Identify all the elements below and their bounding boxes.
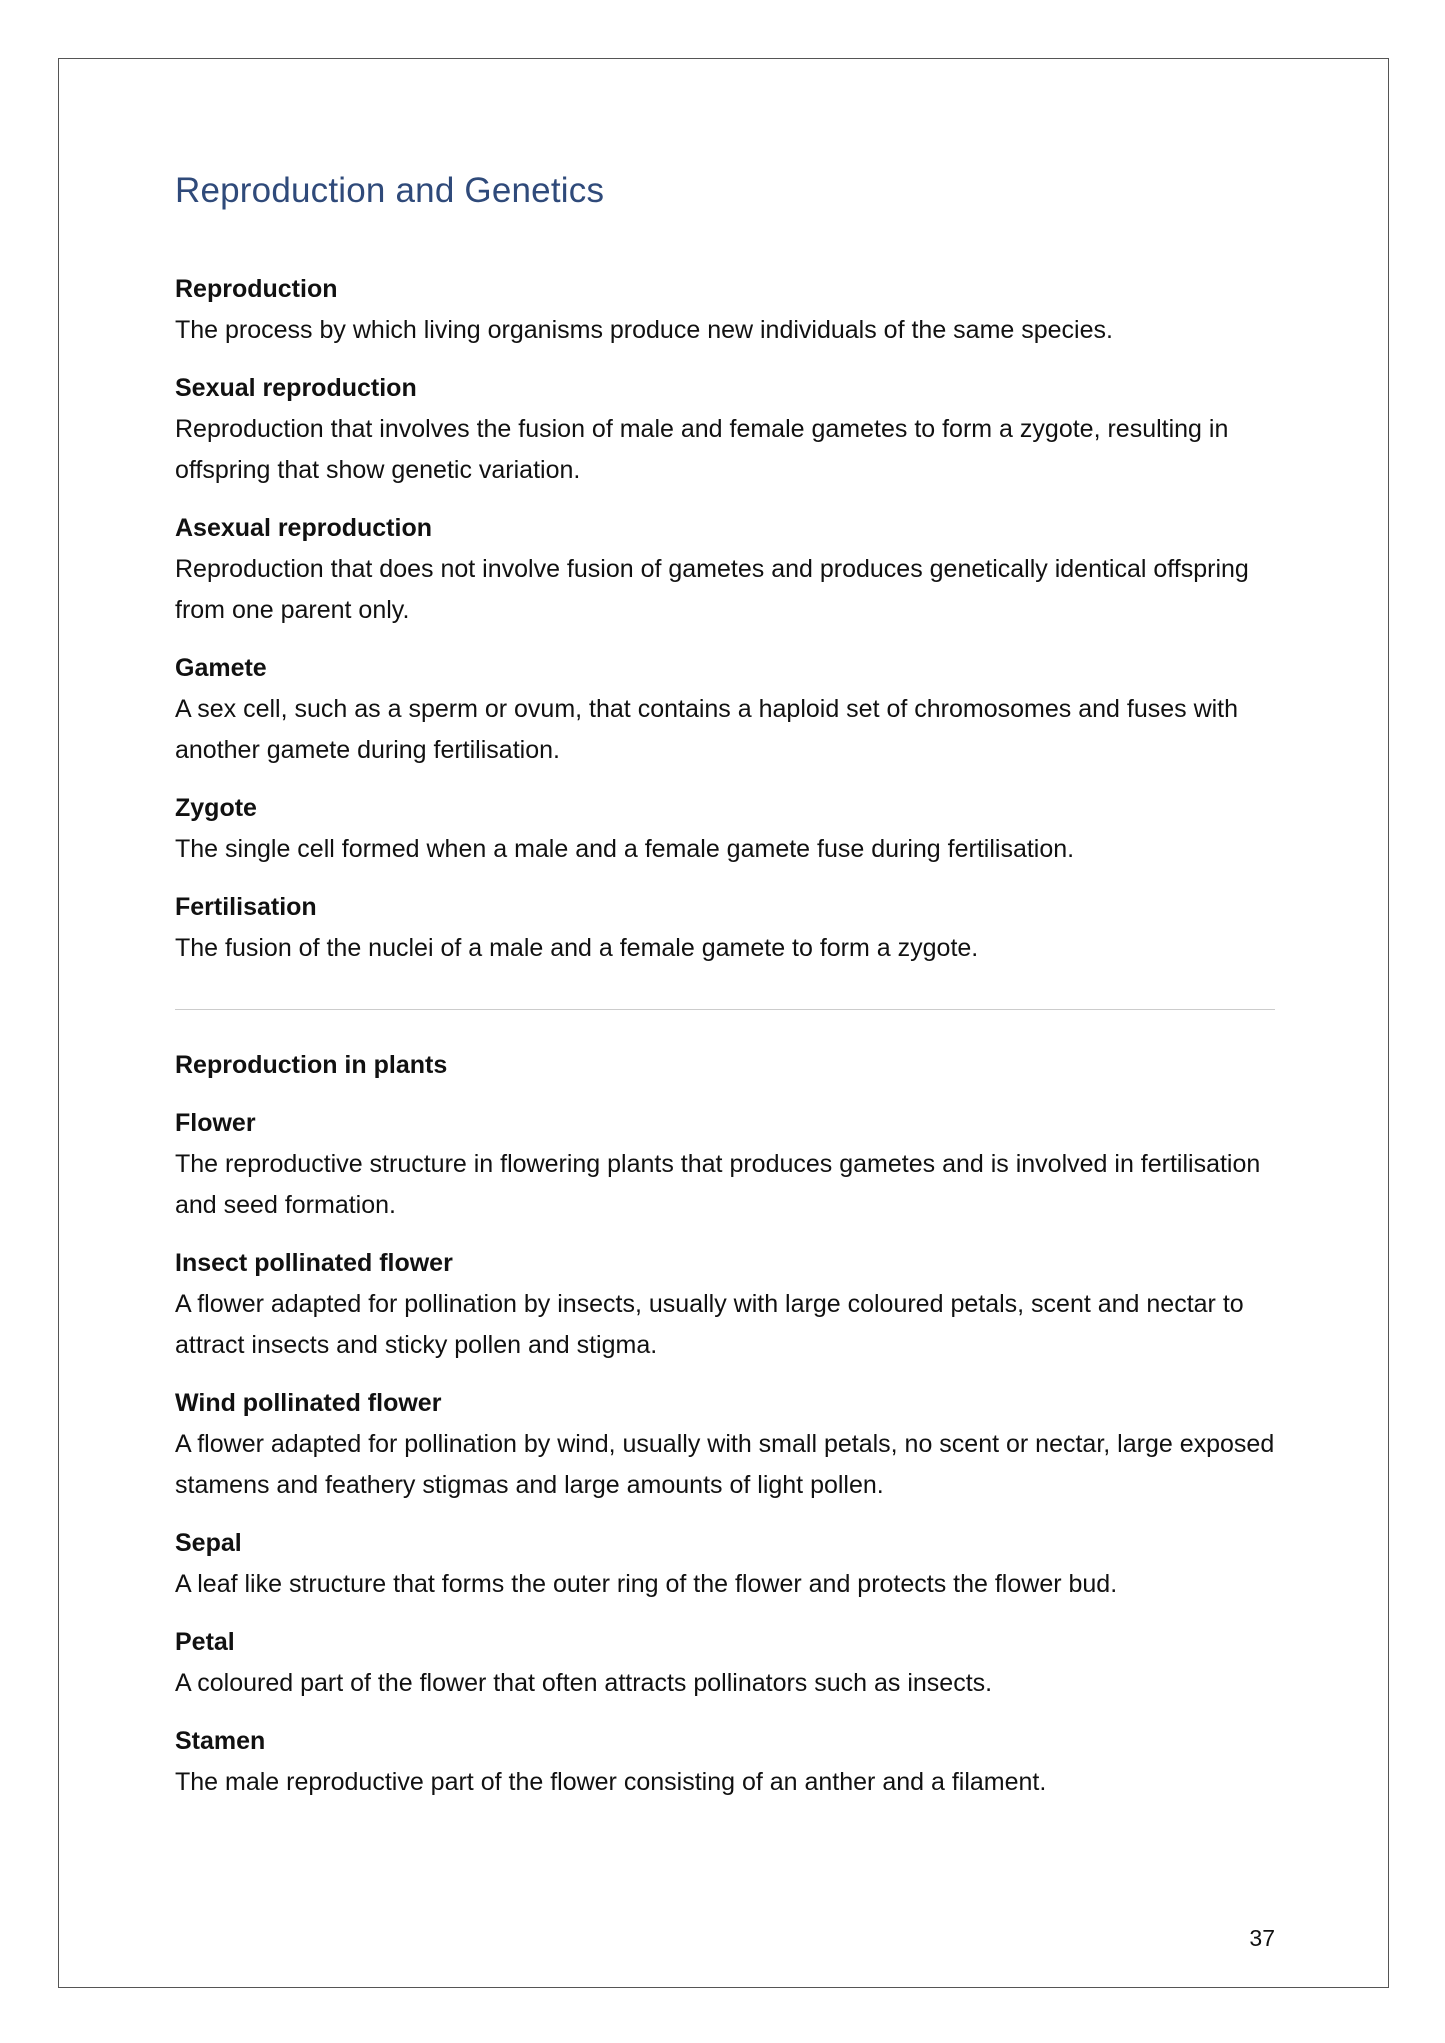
glossary-entry-petal [175, 1621, 1275, 1704]
term-label: Fertilisation [175, 893, 317, 921]
page-title: Reproduction and Genetics [175, 171, 605, 210]
term-label: Sepal [175, 1529, 242, 1557]
term-label: Reproduction [175, 275, 338, 303]
term-definition: A flower adapted for pollination by insects, usually with large coloured petals, scent and nectar to attract insects and sticky pollen and stigma. [175, 1290, 1244, 1359]
term-label: Petal [175, 1628, 235, 1656]
term-label: Asexual reproduction [175, 514, 432, 542]
term-definition: Reproduction that involves the fusion of male and female gametes to form a zygote, resulting in offspring that show genetic variation. [175, 415, 1229, 484]
glossary-section-plants [175, 1044, 1275, 1803]
term-definition: A coloured part of the flower that often attracts pollinators such as insects. [175, 1669, 993, 1697]
term-definition: The male reproductive part of the flower consisting of an anther and a filament. [175, 1768, 1047, 1796]
term-definition: The fusion of the nuclei of a male and a female gamete to form a zygote. [175, 934, 979, 962]
glossary-entry-insect-pollinated-flower [175, 1242, 1275, 1366]
glossary-entry-fertilisation [175, 886, 1275, 969]
glossary-entry-wind-pollinated-flower [175, 1382, 1275, 1506]
glossary-entry-sepal [175, 1522, 1275, 1605]
term-label: Sexual reproduction [175, 374, 417, 402]
glossary-section-reproduction [175, 268, 1275, 969]
glossary-entry-gamete [175, 647, 1275, 771]
term-definition: The process by which living organisms produce new individuals of the same species. [175, 316, 1113, 344]
page-number: 37 [1249, 1925, 1275, 1951]
term-label: Zygote [175, 794, 257, 822]
term-definition: Reproduction that does not involve fusion of gametes and produces genetically identical offspring from one parent only. [175, 555, 1249, 624]
term-label: Gamete [175, 654, 267, 682]
term-label: Flower [175, 1109, 256, 1137]
term-definition: A leaf like structure that forms the outer ring of the flower and protects the flower bud. [175, 1570, 1118, 1598]
term-label: Insect pollinated flower [175, 1249, 453, 1277]
term-label: Wind pollinated flower [175, 1389, 442, 1417]
page-content [175, 170, 1275, 1819]
glossary-entry-reproduction [175, 268, 1275, 351]
glossary-entry-zygote [175, 787, 1275, 870]
glossary-entry-flower [175, 1102, 1275, 1226]
section-heading: Reproduction in plants [175, 1051, 448, 1079]
term-definition: The single cell formed when a male and a female gamete fuse during fertilisation. [175, 835, 1075, 863]
section-divider [175, 1009, 1275, 1010]
glossary-entry-sexual-reproduction [175, 367, 1275, 491]
term-label: Stamen [175, 1727, 266, 1755]
term-definition: A flower adapted for pollination by wind, usually with small petals, no scent or nectar, large exposed stamens and feathery stigmas and large amounts of light pollen. [175, 1430, 1275, 1499]
glossary-entry-asexual-reproduction [175, 507, 1275, 631]
term-definition: A sex cell, such as a sperm or ovum, that contains a haploid set of chromosomes and fuses with another gamete during fertilisation. [175, 695, 1239, 764]
term-definition: The reproductive structure in flowering plants that produces gametes and is involved in fertilisation and seed formation. [175, 1150, 1261, 1219]
glossary-entry-stamen [175, 1720, 1275, 1803]
